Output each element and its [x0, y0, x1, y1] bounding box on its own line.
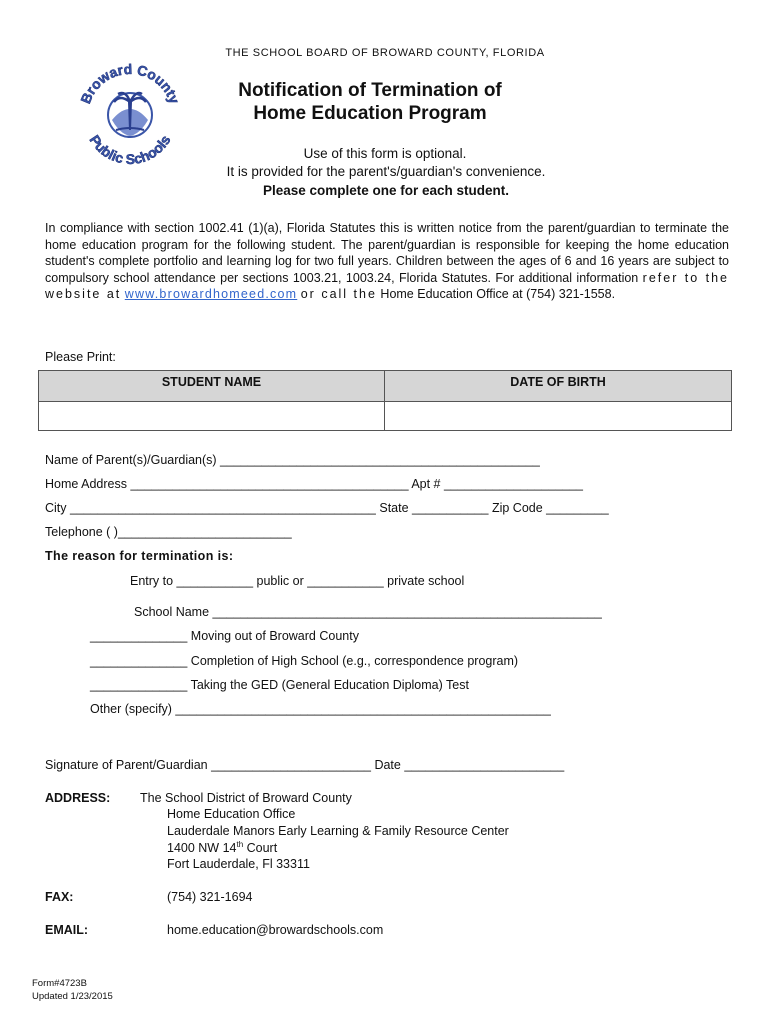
date-of-birth-header: DATE OF BIRTH	[385, 371, 732, 402]
logo-text: Public Schools	[86, 132, 174, 168]
entry-to-school-field[interactable]: Entry to ___________ public or ___________ private school	[130, 574, 465, 588]
form-number: Form#4723B	[32, 978, 87, 989]
ged-option[interactable]: ______________ Taking the GED (General Education Diploma) Test	[90, 678, 469, 692]
fax-label: FAX:	[45, 890, 74, 904]
address-label: ADDRESS:	[45, 791, 111, 805]
student-name-field[interactable]	[39, 402, 385, 431]
one-per-student-note: Please complete one for each student.	[262, 183, 510, 198]
other-specify-field[interactable]: Other (specify) ______________________________________________________	[90, 702, 551, 716]
telephone-field[interactable]: Telephone ( )_________________________	[45, 525, 292, 539]
form-title-line1: Notification of Termination of	[238, 80, 502, 101]
address-street-number: 1400 NW 14	[167, 841, 237, 856]
website-link[interactable]: www.browardhomeed.com	[124, 287, 298, 301]
student-table	[38, 370, 732, 431]
district-logo	[70, 58, 190, 168]
please-print-label: Please Print:	[45, 350, 116, 364]
address-ordinal-suffix: th	[236, 840, 244, 849]
signature-date-field[interactable]: Signature of Parent/Guardian _______________________ Date _______________________	[45, 758, 565, 772]
reason-heading: The reason for termination is:	[45, 549, 234, 563]
fax-number: (754) 321-1694	[167, 890, 253, 904]
address-line-4	[167, 840, 277, 855]
address-street-name: Court	[243, 841, 278, 856]
parent-name-field[interactable]: Name of Parent(s)/Guardian(s) ______________________________________________	[45, 453, 540, 467]
student-name-header: STUDENT NAME	[39, 371, 385, 402]
date-of-birth-field[interactable]	[385, 402, 732, 431]
home-address-field[interactable]: Home Address ________________________________________ Apt # ____________________	[45, 477, 584, 491]
school-name-field[interactable]: School Name ________________________________________________________	[134, 605, 602, 619]
moving-out-option[interactable]: ______________ Moving out of Broward County	[90, 629, 359, 643]
intro-call-text: or call the	[300, 287, 377, 301]
address-line-1: The School District of Broward County	[140, 791, 352, 805]
email-address[interactable]: home.education@browardschools.com	[167, 923, 384, 937]
updated-date: Updated 1/23/2015	[32, 991, 113, 1002]
school-board-heading: THE SCHOOL BOARD OF BROWARD COUNTY, FLORIDA	[225, 47, 545, 59]
convenience-note: It is provided for the parent's/guardian's convenience.	[226, 164, 546, 179]
city-state-zip-field[interactable]: City ____________________________________________ State ___________ Zip Code _________	[45, 501, 609, 515]
intro-phone-text: Home Education Office at (754) 321-1558.	[376, 287, 616, 301]
email-label: EMAIL:	[45, 923, 89, 937]
address-line-5: Fort Lauderdale, Fl 33311	[167, 857, 310, 871]
completion-option[interactable]: ______________ Completion of High School (e.g., correspondence program)	[90, 654, 519, 668]
address-line-3: Lauderdale Manors Early Learning & Family Resource Center	[167, 824, 509, 838]
form-footer	[32, 977, 113, 1003]
address-line-2: Home Education Office	[167, 807, 296, 821]
form-title	[200, 79, 540, 125]
form-title-line2: Home Education Program	[253, 103, 487, 124]
intro-text: In compliance with section 1002.41 (1)(a), Florida Statutes this is written notice from the parent/guardian to terminate the home education program for the following student. The parent/guardian is responsible for keeping the home education student's complete portfolio and learning log for two full years. Children between the ages of 6 and 16 years are subject to compulsory school attendance per sections 1003.21, 1003.24, Florida Statutes. For additional information	[45, 221, 729, 285]
compliance-paragraph	[45, 220, 729, 303]
intro-refer-text: refer to the website at	[45, 270, 729, 301]
svg-text:Broward County: Broward County	[77, 60, 183, 106]
optional-note: Use of this form is optional.	[303, 146, 467, 161]
